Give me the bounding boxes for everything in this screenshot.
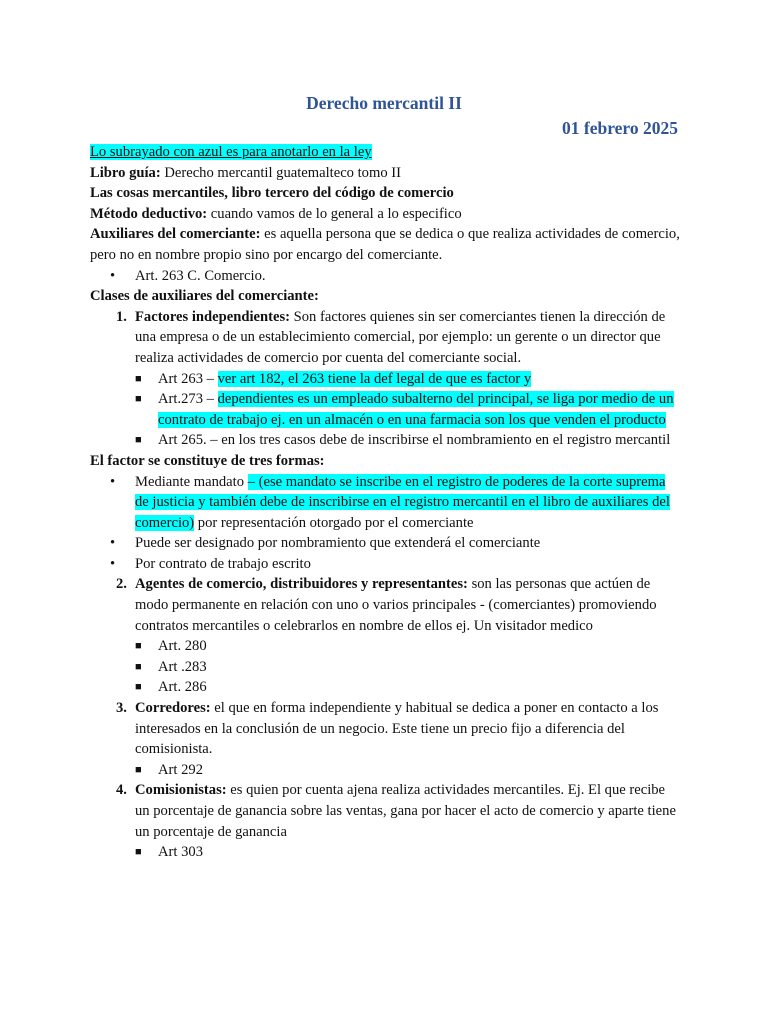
document-date: 01 febrero 2025	[562, 118, 678, 138]
article-text: Art 303	[158, 844, 203, 861]
list-item	[90, 389, 680, 430]
document-body	[90, 142, 680, 863]
forma-text: Por contrato de trabajo escrito	[135, 555, 311, 572]
auxiliares-label: Auxiliares del comerciante:	[90, 226, 261, 243]
square-bullet-icon: ■	[135, 434, 142, 447]
factores-label: Factores independientes:	[135, 308, 290, 325]
bullet-icon: •	[110, 267, 116, 284]
clases-heading	[90, 286, 680, 307]
list-item	[90, 472, 680, 534]
bullet-icon: •	[110, 555, 116, 572]
article-text: Art .283	[158, 658, 207, 675]
article-text: Art 265. – en los tres casos debe de inscribirse el nombramiento en el registro mercantil	[158, 432, 671, 449]
article-text: Art 292	[158, 761, 203, 778]
highlight-note: – (ese mandato se inscribe en el registro de poderes de la corte suprema de justicia y también debe de inscribirse en el registro mercantil en el libro de auxiliares del comercio)	[135, 473, 670, 531]
factor-formas-heading	[90, 451, 680, 472]
article-text: Art. 280	[158, 638, 207, 655]
square-bullet-icon: ■	[135, 372, 142, 385]
auxiliares-text: es aquella persona que se dedica o que realiza actividades de comercio, pero no en nombre propio sino por encargo del comerciante.	[90, 226, 680, 263]
agentes-text: son las personas que actúen de modo permanente en relación con uno o varios principales - (comerciantes) promoviendo contratos mercantiles o celebrarlos en nombre de ellos ej. Un visitador medico	[135, 576, 657, 634]
article-text: Art 263 –	[158, 370, 218, 387]
corredores-text: el que en forma independiente y habitual se dedica a poner en contacto a los interesados en la conclusión de un negocio. Este tiene un precio fijo a diferencia del comisionista.	[135, 700, 659, 758]
list-number: 2.	[116, 576, 127, 593]
highlight-note: dependientes es un empleado subalterno del principal, se liga por medio de un contrato de trabajo ej. en un almacén o en una farmacia son los que venden el producto	[158, 391, 674, 428]
libro-line	[90, 163, 680, 184]
article-text: Art.273 –	[158, 391, 218, 408]
square-bullet-icon: ■	[135, 393, 142, 406]
list-item	[90, 533, 680, 554]
corredores-label: Corredores:	[135, 700, 211, 717]
list-number: 4.	[116, 782, 127, 799]
list-item	[90, 430, 680, 451]
forma-text: Puede ser designado por nombramiento que extenderá el comerciante	[135, 535, 541, 552]
metodo-text: cuando vamos de lo general a lo especifico	[207, 205, 462, 222]
list-item	[90, 677, 680, 698]
bullet-icon: •	[110, 535, 116, 552]
forma-text: Mediante mandato	[135, 473, 248, 490]
list-item-comisionistas	[90, 780, 680, 842]
list-item-factores	[90, 307, 680, 369]
square-bullet-icon: ■	[135, 660, 142, 673]
list-item-agentes	[90, 574, 680, 636]
square-bullet-icon: ■	[135, 846, 142, 859]
square-bullet-icon: ■	[135, 681, 142, 694]
bullet-icon: •	[110, 473, 116, 490]
factores-text: Son factores quienes sin ser comerciantes tienen la dirección de una empresa o de un establecimiento comercial, por ejemplo: un gerente o un director que realiza actividades de comercio por cuenta del comerciante social.	[135, 308, 666, 366]
list-item	[90, 266, 680, 287]
cosas-heading	[90, 183, 680, 204]
highlight-note: Lo subrayado con azul es para anotarlo en la ley	[90, 144, 372, 160]
list-item	[90, 760, 680, 781]
metodo-line	[90, 204, 680, 225]
metodo-label: Método deductivo:	[90, 205, 208, 222]
libro-label: Libro guía:	[90, 164, 161, 181]
comisionistas-label: Comisionistas:	[135, 782, 227, 799]
forma-tail: por representación otorgado por el comerciante	[194, 514, 474, 531]
clases-text: Clases de auxiliares del comerciante:	[90, 288, 319, 305]
factor-formas-text: El factor se constituye de tres formas:	[90, 452, 325, 469]
list-item	[90, 554, 680, 575]
list-item	[90, 657, 680, 678]
list-item	[90, 369, 680, 390]
libro-text: Derecho mercantil guatemalteco tomo II	[160, 164, 401, 181]
comisionistas-text: es quien por cuenta ajena realiza actividades mercantiles. Ej. El que recibe un porcentaje de ganancia sobre las ventas, gana por hacer el acto de comercio y aparte tiene un porcentaje de ganancia	[135, 782, 676, 840]
list-item	[90, 842, 680, 863]
note-line	[90, 142, 680, 163]
list-item-corredores	[90, 698, 680, 760]
highlight-note: ver art 182, el 263 tiene la def legal de que es factor y	[217, 370, 532, 387]
list-item	[90, 636, 680, 657]
article-text: Art. 286	[158, 679, 207, 696]
list-number: 3.	[116, 700, 127, 717]
square-bullet-icon: ■	[135, 763, 142, 776]
cosas-text: Las cosas mercantiles, libro tercero del código de comercio	[90, 185, 454, 202]
aux-article: Art. 263 C. Comercio.	[135, 267, 266, 284]
agentes-label: Agentes de comercio, distribuidores y representantes:	[135, 576, 468, 593]
list-number: 1.	[116, 308, 127, 325]
auxiliares-paragraph	[90, 224, 680, 265]
document-title: Derecho mercantil II	[306, 93, 462, 113]
square-bullet-icon: ■	[135, 640, 142, 653]
